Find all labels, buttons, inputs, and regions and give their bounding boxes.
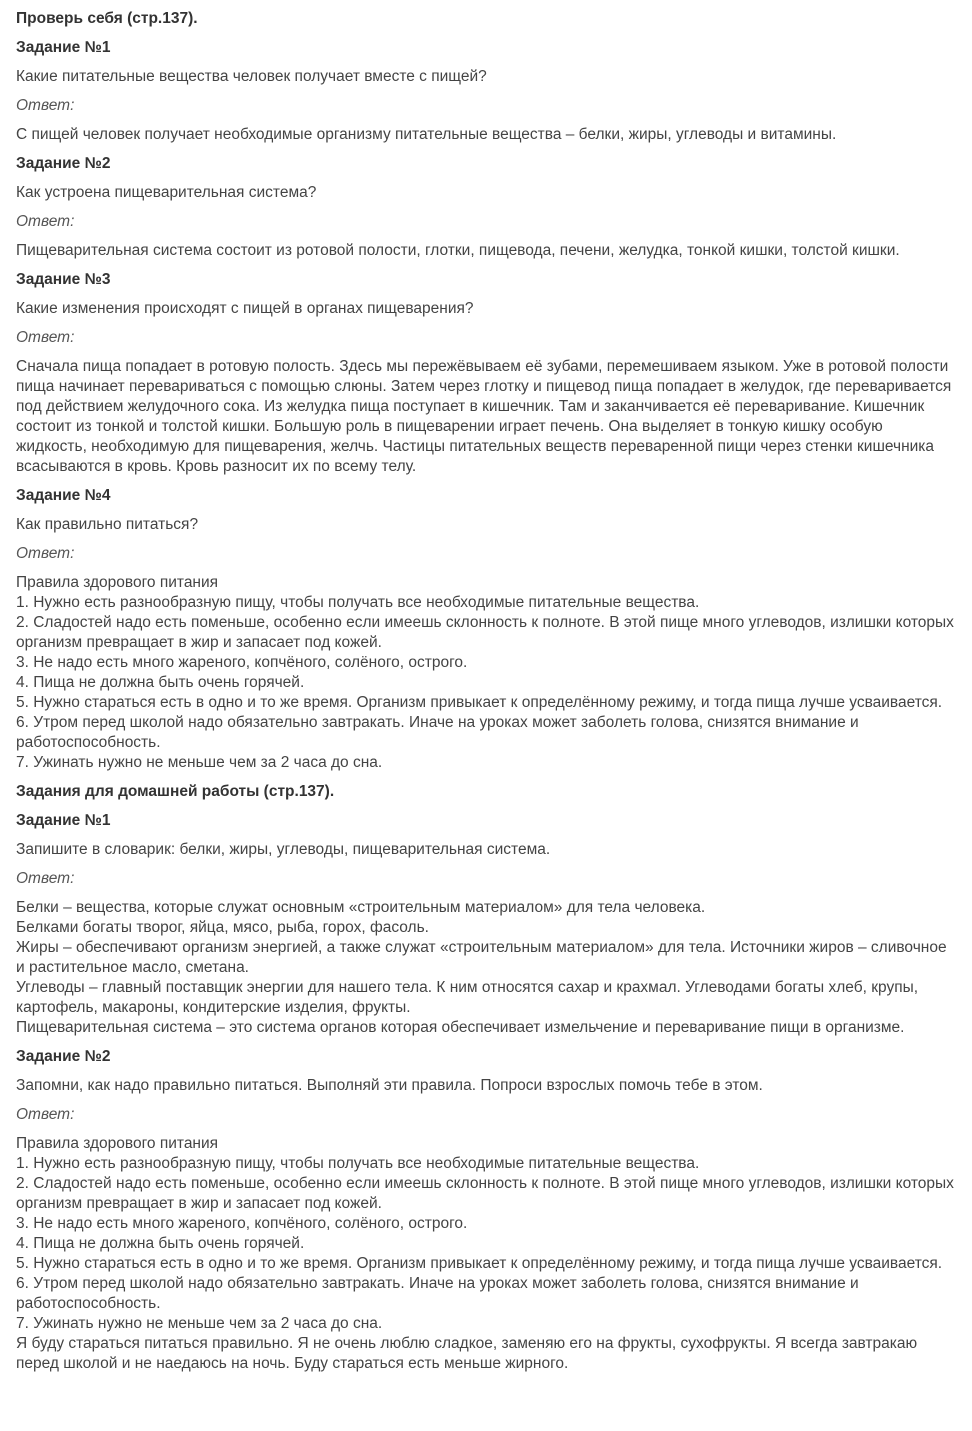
task-question: Запишите в словарик: белки, жиры, углеводы, пищеварительная система. (16, 841, 551, 858)
answer-line: 7. Ужинать нужно не меньше чем за 2 часа до сна. (16, 1315, 383, 1332)
answer-line: Белками богаты творог, яйца, мясо, рыба, горох, фасоль. (16, 919, 429, 936)
answer-line: Жиры – обеспечивают организм энергией, а также служат «строительным материалом» для тела. Источники жиров – сливочное и растительное масло, сметана. (16, 939, 947, 976)
answer-line: 7. Ужинать нужно не меньше чем за 2 часа до сна. (16, 754, 383, 771)
task-heading: Задание №4 (16, 487, 111, 504)
task-question: Как устроена пищеварительная система? (16, 184, 317, 201)
task-question: Какие изменения происходят с пищей в органах пищеварения? (16, 300, 474, 317)
answer-line: 6. Утром перед школой надо обязательно завтракать. Иначе на уроках может заболеть голова, снизятся внимание и работоспособность. (16, 1275, 859, 1312)
answer-label: Ответ: (16, 213, 75, 230)
answer-line: Углеводы – главный поставщик энергии для нашего тела. К ним относятся сахар и крахмал. Углеводами богаты хлеб, крупы, картофель, макароны, кондитерские изделия, фрукты. (16, 979, 919, 1016)
answer-list (16, 898, 956, 1038)
section-title-homework: Задания для домашней работы (стр.137). (16, 783, 335, 800)
answer-line: 4. Пища не должна быть очень горячей. (16, 674, 305, 691)
task-heading: Задание №1 (16, 812, 111, 829)
answer-line: 4. Пища не должна быть очень горячей. (16, 1235, 305, 1252)
task-question: Запомни, как надо правильно питаться. Выполняй эти правила. Попроси взрослых помочь тебе в этом. (16, 1077, 763, 1094)
answer-list (16, 573, 956, 773)
answer-text: Пищеварительная система состоит из ротовой полости, глотки, пищевода, печени, желудка, тонкой кишки, толстой кишки. (16, 242, 900, 259)
answer-line: 6. Утром перед школой надо обязательно завтракать. Иначе на уроках может заболеть голова, снизятся внимание и работоспособность. (16, 714, 859, 751)
task-heading: Задание №2 (16, 155, 111, 172)
answer-text: С пищей человек получает необходимые организму питательные вещества – белки, жиры, углеводы и витамины. (16, 126, 837, 143)
answer-line: Правила здорового питания (16, 1135, 219, 1152)
section-title-self-check: Проверь себя (стр.137). (16, 10, 198, 27)
answer-label: Ответ: (16, 1106, 75, 1123)
task-heading: Задание №3 (16, 271, 111, 288)
answer-label: Ответ: (16, 870, 75, 887)
answer-line: Пищеварительная система – это система органов которая обеспечивает измельчение и переваривание пищи в организме. (16, 1019, 905, 1036)
task-heading: Задание №1 (16, 39, 111, 56)
task-question: Какие питательные вещества человек получает вместе с пищей? (16, 68, 487, 85)
answer-line: 1. Нужно есть разнообразную пищу, чтобы получать все необходимые питательные вещества. (16, 594, 700, 611)
answer-line: 5. Нужно стараться есть в одно и то же время. Организм привыкает к определённому режиму, и тогда пища лучше усваивается. (16, 694, 943, 711)
answer-line: 2. Сладостей надо есть поменьше, особенно если имеешь склонность к полноте. В этой пище много углеводов, излишки которых организм превращает в жир и запасает под кожей. (16, 614, 954, 651)
answer-label: Ответ: (16, 545, 75, 562)
answer-list (16, 1134, 956, 1374)
answer-line: 1. Нужно есть разнообразную пищу, чтобы получать все необходимые питательные вещества. (16, 1155, 700, 1172)
answer-text: Сначала пища попадает в ротовую полость. Здесь мы пережёвываем её зубами, перемешиваем языком. Уже в ротовой полости пища начинает перевариваться с помощью слюны. Затем через глотку и пищевод пища попадает в желудок, где переваривается под действием желудочного сока. Из желудка пища поступает в кишечник. Там и заканчивается её переваривание. Кишечник состоит из тонкой и толстой кишки. Большую роль в пищеварении играет печень. Она выделяет в тонкую кишку особую жидкость, необходимую для пищеварения, желчь. Частицы питательных веществ переваренной пищи через стенки кишечника всасываются в кровь. Кровь разносит их по всему телу. (16, 358, 952, 475)
answer-line: Правила здорового питания (16, 574, 219, 591)
answer-line: 5. Нужно стараться есть в одно и то же время. Организм привыкает к определённому режиму, и тогда пища лучше усваивается. (16, 1255, 943, 1272)
task-question: Как правильно питаться? (16, 516, 199, 533)
answer-line: 3. Не надо есть много жареного, копчёного, солёного, острого. (16, 1215, 468, 1232)
answer-label: Ответ: (16, 329, 75, 346)
task-heading: Задание №2 (16, 1048, 111, 1065)
answer-label: Ответ: (16, 97, 75, 114)
answer-line: Белки – вещества, которые служат основным «строительным материалом» для тела человека. (16, 899, 706, 916)
answer-line: 3. Не надо есть много жареного, копчёного, солёного, острого. (16, 654, 468, 671)
answer-line: 2. Сладостей надо есть поменьше, особенно если имеешь склонность к полноте. В этой пище много углеводов, излишки которых организм превращает в жир и запасает под кожей. (16, 1175, 954, 1212)
answer-line: Я буду стараться питаться правильно. Я не очень люблю сладкое, заменяю его на фрукты, сухофрукты. Я всегда завтракаю перед школой и не наедаюсь на ночь. Буду стараться есть меньше жирного. (16, 1335, 918, 1372)
